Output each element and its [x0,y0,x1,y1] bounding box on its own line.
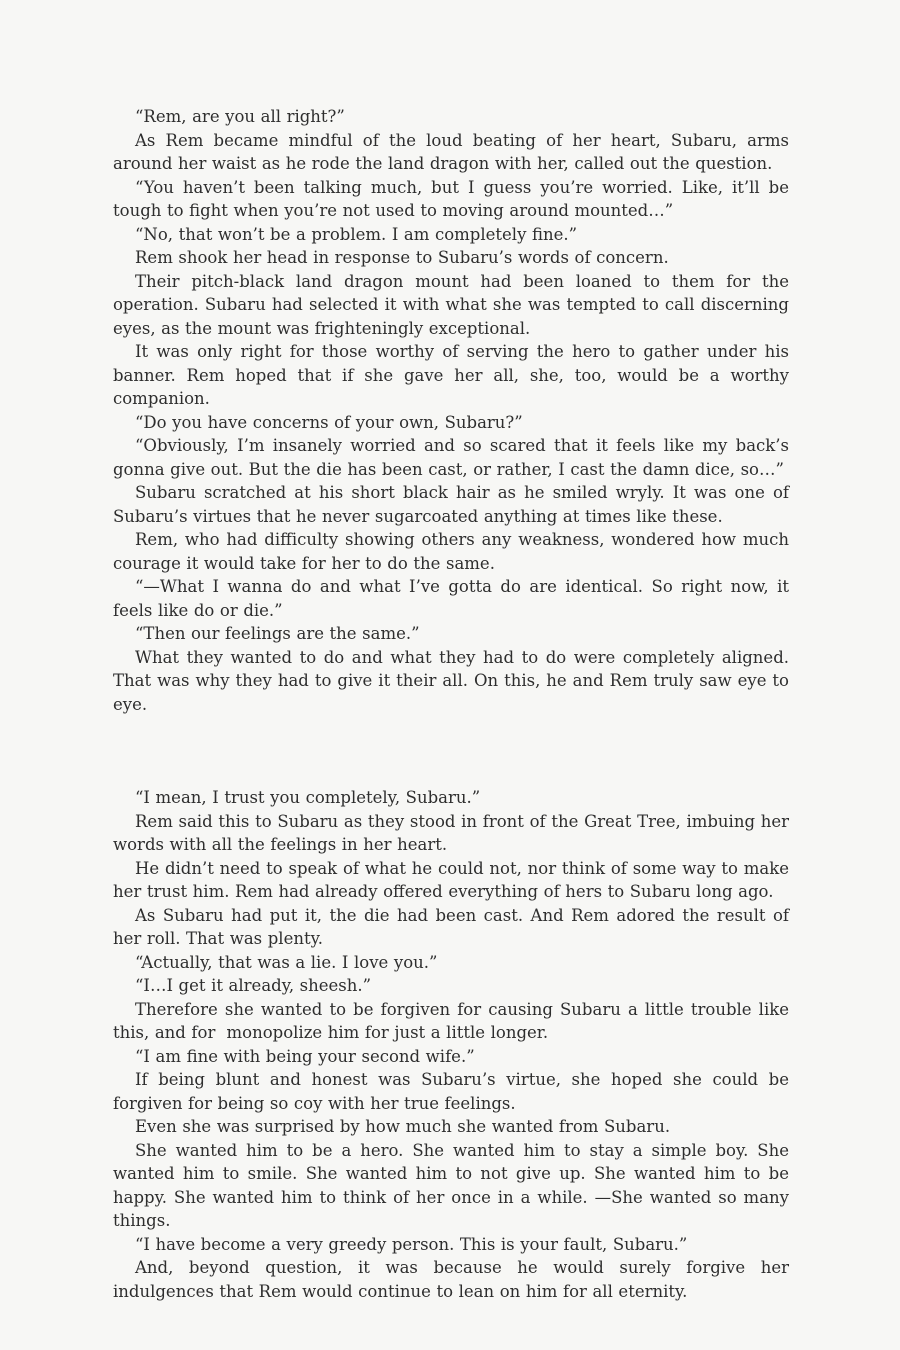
paragraph: Even she was surprised by how much she wanted from Subaru. [135,1117,671,1136]
paragraph: “I…I get it already, sheesh.” [135,976,372,995]
paragraph: She wanted him to be a hero. She wanted him to stay a simple boy. She wanted him to smile. She wanted him to not give up. She wanted him to be happy. She wanted him to think of her once in a while. —She wanted so many things. [113,1140,789,1230]
paragraph: “Do you have concerns of your own, Subaru?” [135,412,523,432]
paragraph: And, beyond question, it was because he would surely forgive her indulgences that Rem would continue to lean on him for all eternity. [113,1258,789,1301]
paragraph: “You haven’t been talking much, but I guess you’re worried. Like, it’ll be tough to fight when you’re not used to moving around mounted…” [113,177,789,220]
paragraph: Rem said this to Subaru as they stood in front of the Great Tree, imbuing her words with all the feelings in her heart. [113,811,789,854]
section-break [113,716,789,786]
paragraph: If being blunt and honest was Subaru’s virtue, she hoped she could be forgiven for being so coy with her true feelings. [113,1070,789,1113]
paragraph: It was only right for those worthy of serving the hero to gather under his banner. Rem hoped that if she gave her all, she, too, would be a worthy companion. [113,342,789,408]
page-text [113,105,789,1303]
paragraph: Subaru scratched at his short black hair as he smiled wryly. It was one of Subaru’s virtues that he never sugarcoated anything at times like these. [113,483,789,526]
paragraph: “No, that won’t be a problem. I am completely fine.” [135,224,578,244]
paragraph: “Actually, that was a lie. I love you.” [135,952,438,972]
paragraph: Rem, who had difficulty showing others any weakness, wondered how much courage it would take for her to do the same. [113,530,789,573]
paragraph: Therefore she wanted to be forgiven for causing Subaru a little trouble like this, and for monopolize him for just a little longer. [113,999,789,1042]
section-2 [113,786,789,1303]
paragraph: “I mean, I trust you completely, Subaru.” [135,788,481,807]
paragraph: He didn’t need to speak of what he could not, nor think of some way to make her trust him. Rem had already offered everything of hers to Subaru long ago. [113,858,789,901]
section-1 [113,105,789,716]
paragraph: “I am fine with being your second wife.” [135,1046,475,1066]
paragraph: As Subaru had put it, the die had been cast. And Rem adored the result of her roll. That was plenty. [113,905,789,948]
paragraph: “Rem, are you all right?” [135,107,345,126]
paragraph: “Then our feelings are the same.” [135,624,420,643]
paragraph: What they wanted to do and what they had to do were completely aligned. That was why they had to give it their all. On this, he and Rem truly saw eye to eye. [113,647,789,714]
paragraph: “—What I wanna do and what I’ve gotta do are identical. So right now, it feels like do or die.” [113,577,789,620]
paragraph: As Rem became mindful of the loud beating of her heart, Subaru, arms around her waist as he rode the land dragon with her, called out the question. [113,130,789,173]
paragraph: “Obviously, I’m insanely worried and so scared that it feels like my back’s gonna give out. But the die has been cast, or rather, I cast the damn dice, so…” [113,436,789,479]
paragraph: “I have become a very greedy person. This is your fault, Subaru.” [135,1234,688,1254]
paragraph: Rem shook her head in response to Subaru’s words of concern. [135,248,669,267]
paragraph: Their pitch-black land dragon mount had been loaned to them for the operation. Subaru had selected it with what she was tempted to call discerning eyes, as the mount was frighteningly exceptional. [113,271,789,338]
